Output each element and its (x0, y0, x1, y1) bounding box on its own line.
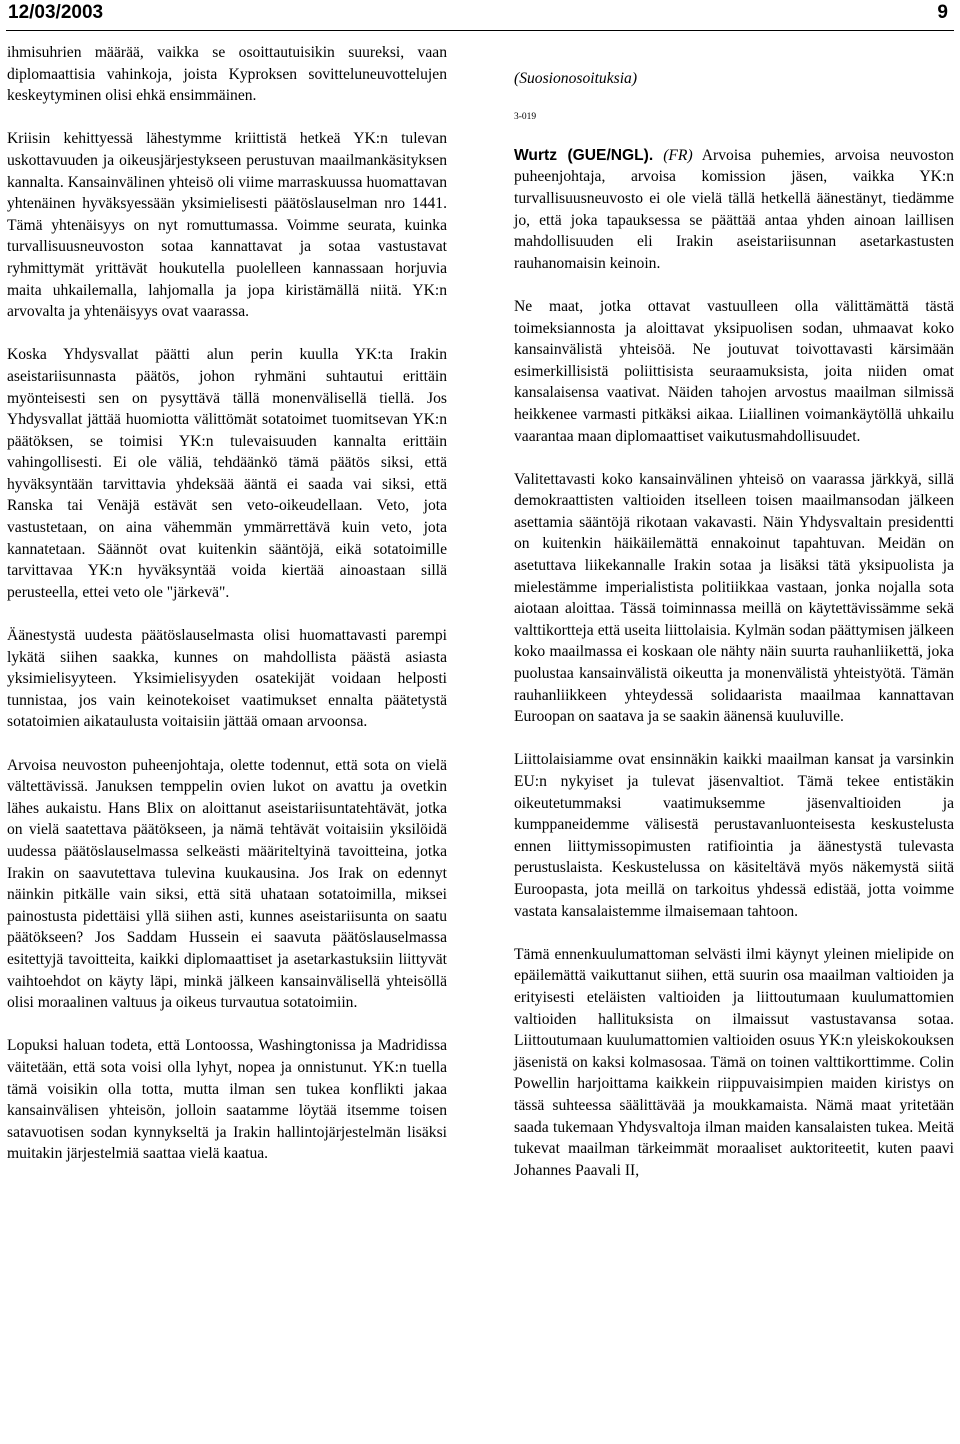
right-paragraph-5: Tämä ennenkuulumattoman selvästi ilmi käynyt yleinen mielipide on epäilemättä vaikuttanut siihen, että suurin osa maailman valtioiden ja erityisesti eteläisten valtioiden ja liittoutumaan kuulumattomien valtioiden hallituksista on ilmaissut vastustavansa sotaa. Liittoutumaan kuulumattomien valtioiden osuus YK:n yleiskokouksen jäsenistä on kaksi kolmasosaa. Tämä on toinen valttikorttimme. Colin Powellin harjoittama kaikkein riippuvaisimpien maiden kiristys on tässä suhteessa säälittävää ja moukkamaista. Nämä maat yritetään saada tukemaan Yhdysvaltoja ilman maiden kansalaisten tukea. Meitä tukevat maailman tärkeimmät moraaliset auktoriteetit, kuten paavi Johannes Paavali II, (514, 945, 954, 1179)
left-paragraph-1: ihmisuhrien määrää, vaikka se osoittautuisikin suureksi, vaan diplomaattisia vahinkoja, joista Kyproksen sovitteluneuvottelujen keskeytyminen olisi ehkä ensimmäinen. (7, 44, 447, 105)
left-paragraph-4: Äänestystä uudesta päätöslauselmasta olisi huomattavasti parempi lykätä siihen saakka, kunnes on mahdollista päästä asiasta yksimielisyyteen. Yksimielisyyden osatekijät voidaan helposti tunnistaa, jos vain keinotekoiset vaatimukset ennalta päätetystä sotatoimien aikataulusta voitaisiin jättää omaan arvoonsa. (7, 627, 447, 731)
right-paragraph-3: Valitettavasti koko kansainvälinen yhteisö on vaarassa järkkyä, sillä demokraattisten valtioiden itselleen toisen maailmansodan jälkeen asettamia sääntöjä rikotaan vakavasti. Näin Yhdysvaltain presidentti on kuitenkin häikäilemättä ennakoinut tapahtuvan. Meidän on asetuttava liikekannalle Irakin sotaa ja lisäksi tätä yksipuolista ja mielestämme imperialistista politiikkaa vastaan, jonka nojalla sota aiotaan aloittaa. Tässä toiminnassa meillä on käytettävissämme sekä valttikortteja että useita liittolaisia. Kylmän sodan päättymisen jälkeen koko maailmassa ei koskaan ole nähty näin suurta rauhanliikettä, joka puolustaa kansainvälistä oikeutta ja monenvälistä yhteistyötä. Tämän rauhanliikkeen yhteydessä solidaarista maailmaa kannattavan Euroopan on saatava ja se saakin äänensä kuuluville. (514, 470, 954, 726)
left-paragraph-2: Kriisin kehittyessä lähestymme kriittistä hetkeä YK:n tulevan uskottavuuden ja oikeusjärjestykseen perustuvan maailmankäsityksen kannalta. Kansainvälinen yhteisö oli viime marraskuussa huomattavan yhtenäinen hyväksyessään yksimielisesti päätöslauselman nro 1441. Tämä yhtenäisyys on nyt romuttumassa. Voimme seurata, kuinka turvallisuusneuvoston sotaa kannattavat ja sotaa vastustavat ryhmittymät yrittävät houkutella puolelleen kannassaan horjuvia maita uhkailemalla, lahjomalla ja jopa kiristämällä niitä. YK:n arvovalta ja yhtenäisyys ovat vaarassa. (7, 130, 447, 321)
left-column (7, 42, 447, 1186)
left-paragraph-6: Lopuksi haluan todeta, että Lontoossa, Washingtonissa ja Madridissa väitetään, että sota voisi olla lyhyt, nopea ja onnistunut. YK:n tuella tämä voisikin olla totta, mutta ilman sen tukea konflikti jakaa kansainvälisen yhteisön, jolloin saatamme löytää itsemme toisen satavuotisen sodan kynnykseltä ja Irakin hallintojärjestelmän lisäksi muitakin järjestelmiä saattaa vielä kaatua. (7, 1037, 447, 1163)
speaker-language: (FR) (663, 146, 693, 164)
right-paragraph-2: Ne maat, jotka ottavat vastuulleen olla välittämättä tästä toimeksiannosta ja aloittavat yksipuolisen sodan, uhmaavat koko kansainvälistä yhteisöä. Ne joutuvat toivottavasti kärsimään esimerkillisistä poliittisista seuraamuksista, joita niiden omat kansalaisensa vaativat. Näiden tahojen arvostus maailman silmissä heikkenee varmasti pitkäksi aikaa. Liiallinen voimankäytöllä uhkailu vaarantaa maan diplomaattiset vaikutusmahdollisuudet. (514, 297, 954, 445)
header-page-number: 9 (937, 2, 948, 23)
right-column (514, 68, 954, 1203)
header-date: 12/03/2003 (8, 2, 104, 23)
left-paragraph-5: Arvoisa neuvoston puheenjohtaja, olette todennut, että sota on vielä vältettävissä. Januksen temppelin ovien lukot on avattu ja ovetkin lähes aukaistu. Hans Blix on aloittanut aseistariisuntatehtävät, jotka on vielä saatettava päätökseen, ja nämä tehtävät voitaisiin yksilöidä uudessa päätöslauselmassa selkeästi määriteltyinä tavoitteina, jotka Irakin on saavutettava tulevina kuukausina. Jos Irak on edennyt näinkin pitkälle vain siksi, että sitä uhataan sotatoimilla, miksei painostusta pidettäisi yllä siihen asti, kunnes aseistariisunta on saatu päätökseen? Jos Saddam Hussein ei saavuta päätöslauselmassa esitettyjä tavoitteita, kaikki diplomaattiset ja asetarkastuksiin liittyvät vaihtoehdot on käyty läpi, minkä jälkeen kansainvälisellä yhteisöllä olisi moraalinen valtuus ja oikeus turvautua sotatoimiin. (7, 756, 447, 1012)
speaker-name: Wurtz (GUE/NGL). (514, 146, 654, 164)
page-header (6, 0, 954, 31)
applause-note: (Suosionosoituksia) (514, 70, 638, 87)
left-paragraph-3: Koska Yhdysvallat päätti alun perin kuulla YK:ta Irakin aseistariisunnasta päätös, johon ryhmäni suhtautui erittäin myönteisesti sen on pysyttävä tällä monenvälisellä tiellä. Jos Yhdysvallat jättää huomiotta välittömät sotatoimet tuomitsevan YK:n päätöksen, se toimisi YK:n tulevaisuuden kannalta erittäin vahingollisesti. Ei ole väliä, tehdäänkö tämä päätös siksi, että hyväksyntään tarvittavia yhdeksää ääntä ei saada vai siksi, että Ranska tai Venäjä estävät sen veto-oikeudellaan. Veto, jota vastustetaan, on aina vähemmän ymmärrettävä kuin veto, jota kannatetaan. Säännöt ovat kuitenkin sääntöjä, eikä sotatoimille tarvittavaa YK:n hyväksyntää voida kiertää ainoastaan sillä perusteella, ettei veto ole "järkevä". (7, 346, 447, 601)
speaker-code: 3-019 (514, 112, 537, 123)
right-paragraph-intro (514, 145, 954, 275)
right-paragraph-4: Liittolaisiamme ovat ensinnäkin kaikki maailman kansat ja varsinkin EU:n nykyiset ja tulevat jäsenvaltiot. Tämä tekee entistäkin oikeutetummaksi vaatimuksemme jäsenvaltioiden ja kumppaneidemme välisestä perustavanluonteisesta keskustelusta ennen liittymissopimusten ratifiointia ja äänestystä tulevasta perustuslaista. Keskustelussa on käsiteltävä myös näkemystä siitä Euroopasta, jota meillä on tarkoitus yhdessä edistää, jotta voimme vastata kansalaistemme ilmaisemaan tahtoon. (514, 751, 954, 920)
intro-text: Arvoisa puhemies, arvoisa neuvoston puheenjohtaja, arvoisa komission jäsen, vaikka YK:n turvallisuusneuvosto ei ole vielä tällä hetkellä äänestänyt, tiedämme jo, että joka tapauksessa se päättää antaa yhden ainoan laillisen mahdollisuuden eli Irakin aseistariisunnan asetarkastusten rauhanomaisin keinoin. (514, 146, 954, 272)
